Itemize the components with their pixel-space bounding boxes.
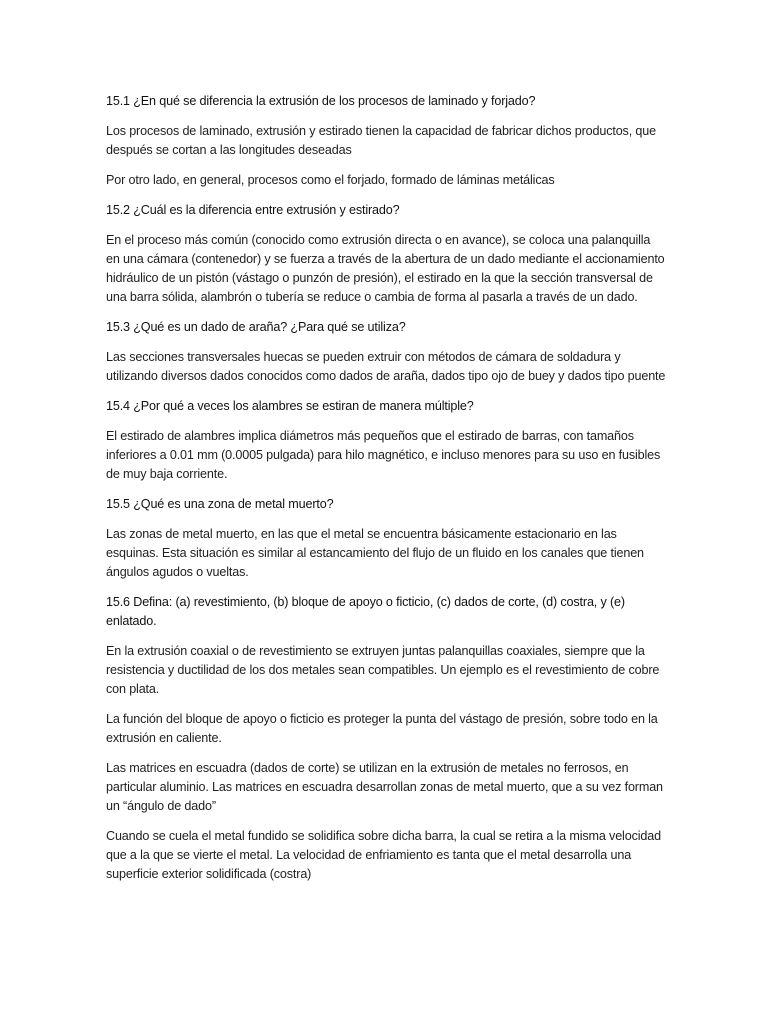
question-15-1: 15.1 ¿En qué se diferencia la extrusión de los procesos de laminado y forjado? [106, 94, 536, 108]
answer-paragraph: Las secciones transversales huecas se pueden extruir con métodos de cámara de soldadura y utilizando diversos dados conocidos como dados de araña, dados tipo ojo de buey y dados tipo puente [106, 350, 666, 383]
document-page [106, 92, 666, 895]
answer-paragraph: Las zonas de metal muerto, en las que el metal se encuentra básicamente estacionario en las esquinas. Esta situación es similar al estancamiento del flujo de un fluido en los canales que tienen ángulos agudos o vueltas. [106, 527, 644, 579]
answer-paragraph: En la extrusión coaxial o de revestimiento se extruyen juntas palanquillas coaxiales, siempre que la resistencia y ductilidad de los dos metales sean compatibles. Un ejemplo es el revestimiento de cobre con plata. [106, 644, 660, 696]
answer-paragraph: Por otro lado, en general, procesos como el forjado, formado de láminas metálicas [106, 173, 555, 187]
question-15-6: 15.6 Defina: (a) revestimiento, (b) bloque de apoyo o ficticio, (c) dados de corte, (d) costra, y (e) enlatado. [106, 595, 625, 628]
question-15-4: 15.4 ¿Por qué a veces los alambres se estiran de manera múltiple? [106, 399, 474, 413]
answer-paragraph: En el proceso más común (conocido como extrusión directa o en avance), se coloca una palanquilla en una cámara (contenedor) y se fuerza a través de la abertura de un dado mediante el accionamiento hidráulico de un pistón (vástago o punzón de presión), el estirado en la que la sección transversal de una barra sólida, alambrón o tubería se reduce o cambia de forma al pasarla a través de un dado. [106, 233, 665, 304]
answer-paragraph: Los procesos de laminado, extrusión y estirado tienen la capacidad de fabricar dichos productos, que después se cortan a las longitudes deseadas [106, 124, 656, 157]
question-15-2: 15.2 ¿Cuál es la diferencia entre extrusión y estirado? [106, 203, 400, 217]
answer-paragraph: Cuando se cuela el metal fundido se solidifica sobre dicha barra, la cual se retira a la misma velocidad que a la que se vierte el metal. La velocidad de enfriamiento es tanta que el metal desarrolla una superficie exterior solidificada (costra) [106, 829, 661, 881]
question-15-5: 15.5 ¿Qué es una zona de metal muerto? [106, 497, 334, 511]
question-15-3: 15.3 ¿Qué es un dado de araña? ¿Para qué se utiliza? [106, 320, 406, 334]
answer-paragraph: La función del bloque de apoyo o ficticio es proteger la punta del vástago de presión, sobre todo en la extrusión en caliente. [106, 712, 658, 745]
answer-paragraph: El estirado de alambres implica diámetros más pequeños que el estirado de barras, con tamaños inferiores a 0.01 mm (0.0005 pulgada) para hilo magnético, e incluso menores para su uso en fusibles de muy baja corriente. [106, 429, 661, 481]
answer-paragraph: Las matrices en escuadra (dados de corte) se utilizan en la extrusión de metales no ferrosos, en particular aluminio. Las matrices en escuadra desarrollan zonas de metal muerto, que a su vez forman un “ángulo de dado” [106, 761, 663, 813]
